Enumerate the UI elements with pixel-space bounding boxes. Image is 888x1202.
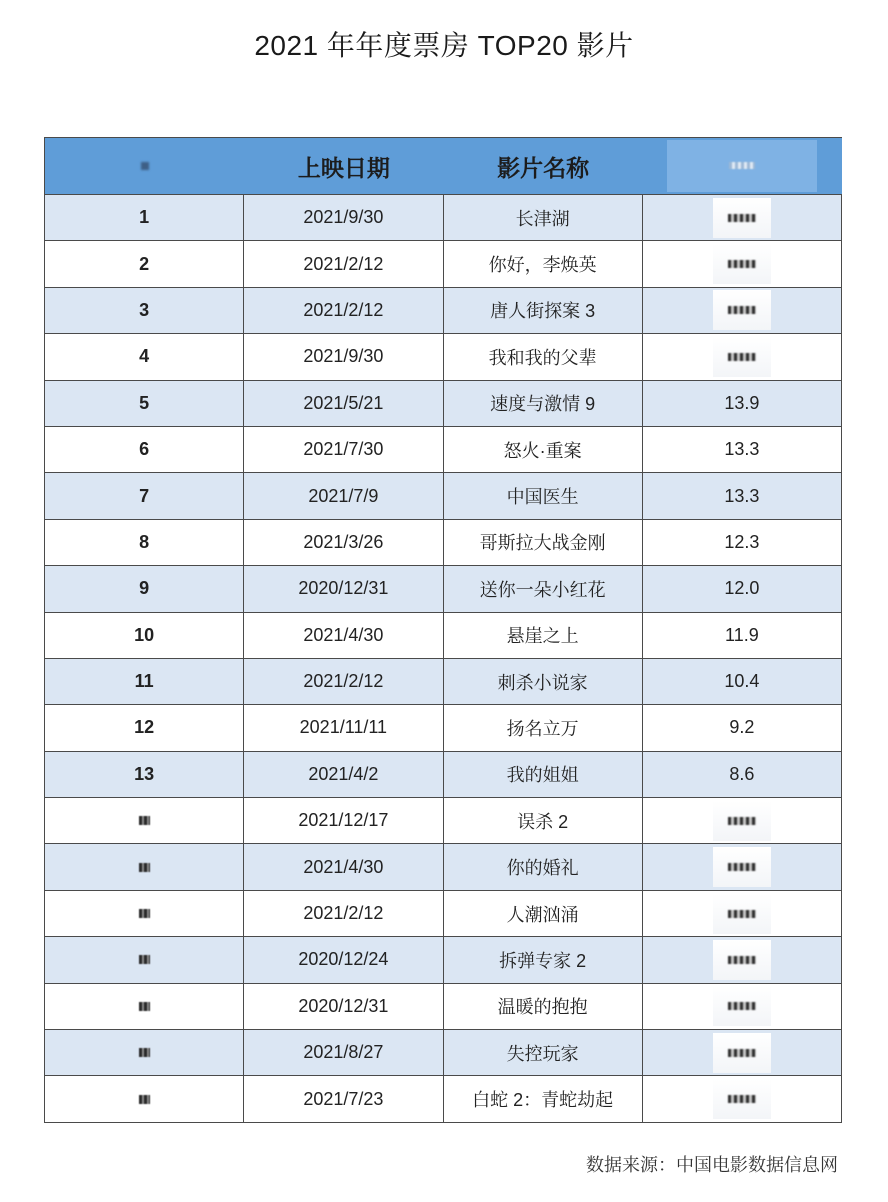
rank-header (45, 138, 244, 195)
film-title-cell (444, 427, 643, 473)
redacted-mark (713, 940, 771, 980)
rank-text: 5 (139, 392, 150, 413)
rank-cell (45, 659, 244, 705)
box-office-cell (643, 520, 842, 566)
box-office-table (44, 137, 842, 1123)
film-title-cell (444, 473, 643, 519)
box-office-text: 11.9 (725, 624, 759, 645)
release-date-text: 2021/7/23 (303, 1088, 384, 1109)
film-title-header (444, 138, 643, 195)
film-title-cell (444, 1076, 643, 1122)
film-title-text: 速度与激情 9 (490, 394, 596, 415)
rank-text: 7 (139, 485, 150, 506)
table-row (45, 984, 842, 1030)
box-office-cell (643, 288, 842, 334)
redacted-mark (713, 290, 771, 330)
rank-text: 13 (134, 763, 155, 784)
release-date-header-label: 上映日期 (297, 154, 390, 181)
release-date-text: 2021/9/30 (303, 346, 384, 367)
box-office-text: 13.3 (724, 439, 760, 460)
release-date-text: 2021/7/9 (308, 485, 379, 506)
redacted-mark (141, 162, 149, 170)
box-office-text: 9.2 (729, 717, 755, 738)
rank-cell (45, 334, 244, 380)
rank-text: 2 (139, 253, 150, 274)
redacted-mark (139, 863, 150, 872)
release-date-cell (244, 752, 443, 798)
table-row (45, 427, 842, 473)
rank-cell (45, 1076, 244, 1122)
redacted-mark (139, 955, 150, 964)
film-title-text: 白蛇 2：青蛇劫起 (472, 1090, 614, 1111)
box-office-header (643, 138, 842, 195)
box-office-cell (643, 334, 842, 380)
release-date-text: 2021/8/27 (303, 1042, 384, 1063)
box-office-text: 12.3 (724, 531, 760, 552)
film-title-text: 我的姐姐 (506, 765, 579, 786)
release-date-text: 2021/11/11 (299, 717, 388, 738)
film-title-cell (444, 566, 643, 612)
film-title-cell (444, 1030, 643, 1076)
rank-text: 11 (134, 671, 154, 692)
redacted-mark (713, 801, 771, 841)
redacted-mark (139, 1002, 150, 1011)
film-title-header-label: 影片名称 (497, 154, 590, 181)
film-title-cell (444, 195, 643, 241)
box-office-text: 8.6 (729, 763, 755, 784)
film-title-text: 扬名立万 (506, 718, 579, 739)
box-office-cell (643, 891, 842, 937)
release-date-text: 2020/12/31 (298, 995, 389, 1016)
release-date-text: 2020/12/31 (298, 578, 389, 599)
table-row (45, 241, 842, 287)
redacted-mark (713, 894, 771, 934)
release-date-header (244, 138, 443, 195)
release-date-cell (244, 705, 443, 751)
release-date-text: 2021/9/30 (303, 207, 384, 228)
box-office-cell (643, 984, 842, 1030)
rank-cell (45, 844, 244, 890)
release-date-cell (244, 427, 443, 473)
redacted-mark (713, 337, 771, 377)
redacted-mark (713, 1079, 771, 1119)
rank-cell (45, 566, 244, 612)
release-date-text: 2021/2/12 (303, 253, 384, 274)
film-title-text: 中国医生 (506, 487, 579, 508)
release-date-cell (244, 288, 443, 334)
rank-text: 4 (139, 346, 150, 367)
release-date-text: 2021/5/21 (303, 392, 384, 413)
rank-cell (45, 427, 244, 473)
release-date-cell (244, 381, 443, 427)
film-title-cell (444, 659, 643, 705)
rank-cell (45, 984, 244, 1030)
table-header-row (45, 138, 842, 195)
release-date-cell (244, 566, 443, 612)
release-date-text: 2021/4/2 (308, 763, 379, 784)
table-row (45, 659, 842, 705)
rank-cell (45, 473, 244, 519)
film-title-cell (444, 891, 643, 937)
film-title-cell (444, 752, 643, 798)
release-date-text: 2021/2/12 (303, 903, 384, 924)
rank-cell (45, 891, 244, 937)
box-office-cell (643, 659, 842, 705)
table-row (45, 1030, 842, 1076)
box-office-text: 13.3 (724, 485, 760, 506)
release-date-cell (244, 520, 443, 566)
table-row (45, 1076, 842, 1122)
release-date-text: 2021/4/30 (303, 624, 384, 645)
release-date-cell (244, 798, 443, 844)
rank-cell (45, 288, 244, 334)
table-row (45, 937, 842, 983)
film-title-cell (444, 798, 643, 844)
film-title-cell (444, 288, 643, 334)
box-office-cell (643, 613, 842, 659)
box-office-cell (643, 937, 842, 983)
rank-text: 10 (134, 624, 155, 645)
film-title-text: 温暖的抱抱 (497, 997, 588, 1018)
film-title-text: 长津湖 (515, 208, 570, 229)
box-office-cell (643, 195, 842, 241)
table-row (45, 381, 842, 427)
box-office-text: 13.9 (724, 392, 760, 413)
table-row (45, 705, 842, 751)
film-title-cell (444, 937, 643, 983)
release-date-cell (244, 473, 443, 519)
release-date-text: 2021/7/30 (303, 439, 384, 460)
film-title-text: 刺杀小说家 (497, 672, 588, 693)
film-title-text: 唐人街探案 3 (490, 301, 596, 322)
table-row (45, 334, 842, 380)
rank-text: 1 (139, 207, 150, 228)
rank-cell (45, 798, 244, 844)
box-office-cell (643, 798, 842, 844)
box-office-cell (643, 473, 842, 519)
film-title-cell (444, 520, 643, 566)
redacted-mark (139, 1048, 150, 1057)
rank-cell (45, 752, 244, 798)
table-row (45, 566, 842, 612)
redacted-mark (139, 1095, 150, 1104)
box-office-cell (643, 1076, 842, 1122)
table-row (45, 891, 842, 937)
film-title-cell (444, 613, 643, 659)
release-date-cell (244, 937, 443, 983)
box-office-cell (643, 566, 842, 612)
film-title-cell (444, 844, 643, 890)
release-date-text: 2021/2/12 (303, 299, 384, 320)
redacted-mark (139, 816, 150, 825)
rank-cell (45, 520, 244, 566)
redacted-mark (139, 909, 150, 918)
rank-text: 6 (139, 439, 150, 460)
table-row (45, 520, 842, 566)
release-date-cell (244, 891, 443, 937)
rank-cell (45, 1030, 244, 1076)
redacted-mark (713, 986, 771, 1026)
film-title-text: 你好，李焕英 (488, 255, 597, 276)
release-date-cell (244, 659, 443, 705)
film-title-text: 我和我的父辈 (488, 347, 597, 368)
box-office-cell (643, 844, 842, 890)
table-row (45, 752, 842, 798)
film-title-text: 人潮汹涌 (506, 904, 579, 925)
box-office-cell (643, 705, 842, 751)
film-title-cell (444, 241, 643, 287)
redacted-mark (713, 1033, 771, 1073)
box-office-cell (643, 1030, 842, 1076)
rank-cell (45, 381, 244, 427)
release-date-text: 2021/4/30 (303, 856, 384, 877)
redacted-mark (713, 847, 771, 887)
release-date-cell (244, 1076, 443, 1122)
film-title-text: 失控玩家 (506, 1043, 579, 1064)
film-title-text: 误杀 2 (517, 811, 569, 832)
table-row (45, 288, 842, 334)
box-office-cell (643, 241, 842, 287)
rank-cell (45, 613, 244, 659)
film-title-text: 哥斯拉大战金刚 (479, 533, 606, 554)
rank-cell (45, 937, 244, 983)
release-date-cell (244, 241, 443, 287)
box-office-text: 12.0 (724, 578, 760, 599)
release-date-cell (244, 334, 443, 380)
film-title-text: 悬崖之上 (506, 626, 579, 647)
release-date-text: 2021/2/12 (303, 671, 384, 692)
rank-text: 9 (139, 578, 150, 599)
film-title-cell (444, 984, 643, 1030)
release-date-cell (244, 1030, 443, 1076)
rank-cell (45, 241, 244, 287)
film-title-cell (444, 334, 643, 380)
redacted-mark (667, 140, 817, 192)
box-office-text: 10.4 (724, 671, 760, 692)
redacted-mark (713, 244, 771, 284)
release-date-text: 2020/12/24 (298, 949, 389, 970)
film-title-text: 怒火·重案 (503, 440, 582, 461)
rank-text: 3 (139, 299, 150, 320)
box-office-cell (643, 381, 842, 427)
table-row (45, 473, 842, 519)
box-office-cell (643, 752, 842, 798)
box-office-cell (643, 427, 842, 473)
data-source-note: 数据来源：中国电影数据信息网 (586, 1155, 838, 1175)
page-title: 2021 年年度票房 TOP20 影片 (254, 30, 634, 61)
film-title-text: 拆弹专家 2 (499, 950, 587, 971)
table-row (45, 798, 842, 844)
film-title-text: 送你一朵小红花 (479, 579, 606, 600)
rank-cell (45, 705, 244, 751)
table-row (45, 613, 842, 659)
release-date-cell (244, 984, 443, 1030)
release-date-cell (244, 195, 443, 241)
film-title-cell (444, 381, 643, 427)
release-date-text: 2021/3/26 (303, 531, 384, 552)
rank-cell (45, 195, 244, 241)
rank-text: 12 (134, 717, 155, 738)
film-title-cell (444, 705, 643, 751)
film-title-text: 你的婚礼 (506, 858, 579, 879)
release-date-text: 2021/12/17 (298, 810, 389, 831)
release-date-cell (244, 613, 443, 659)
release-date-cell (244, 844, 443, 890)
redacted-mark (713, 198, 771, 238)
table-row (45, 844, 842, 890)
rank-text: 8 (139, 531, 150, 552)
table-row (45, 195, 842, 241)
